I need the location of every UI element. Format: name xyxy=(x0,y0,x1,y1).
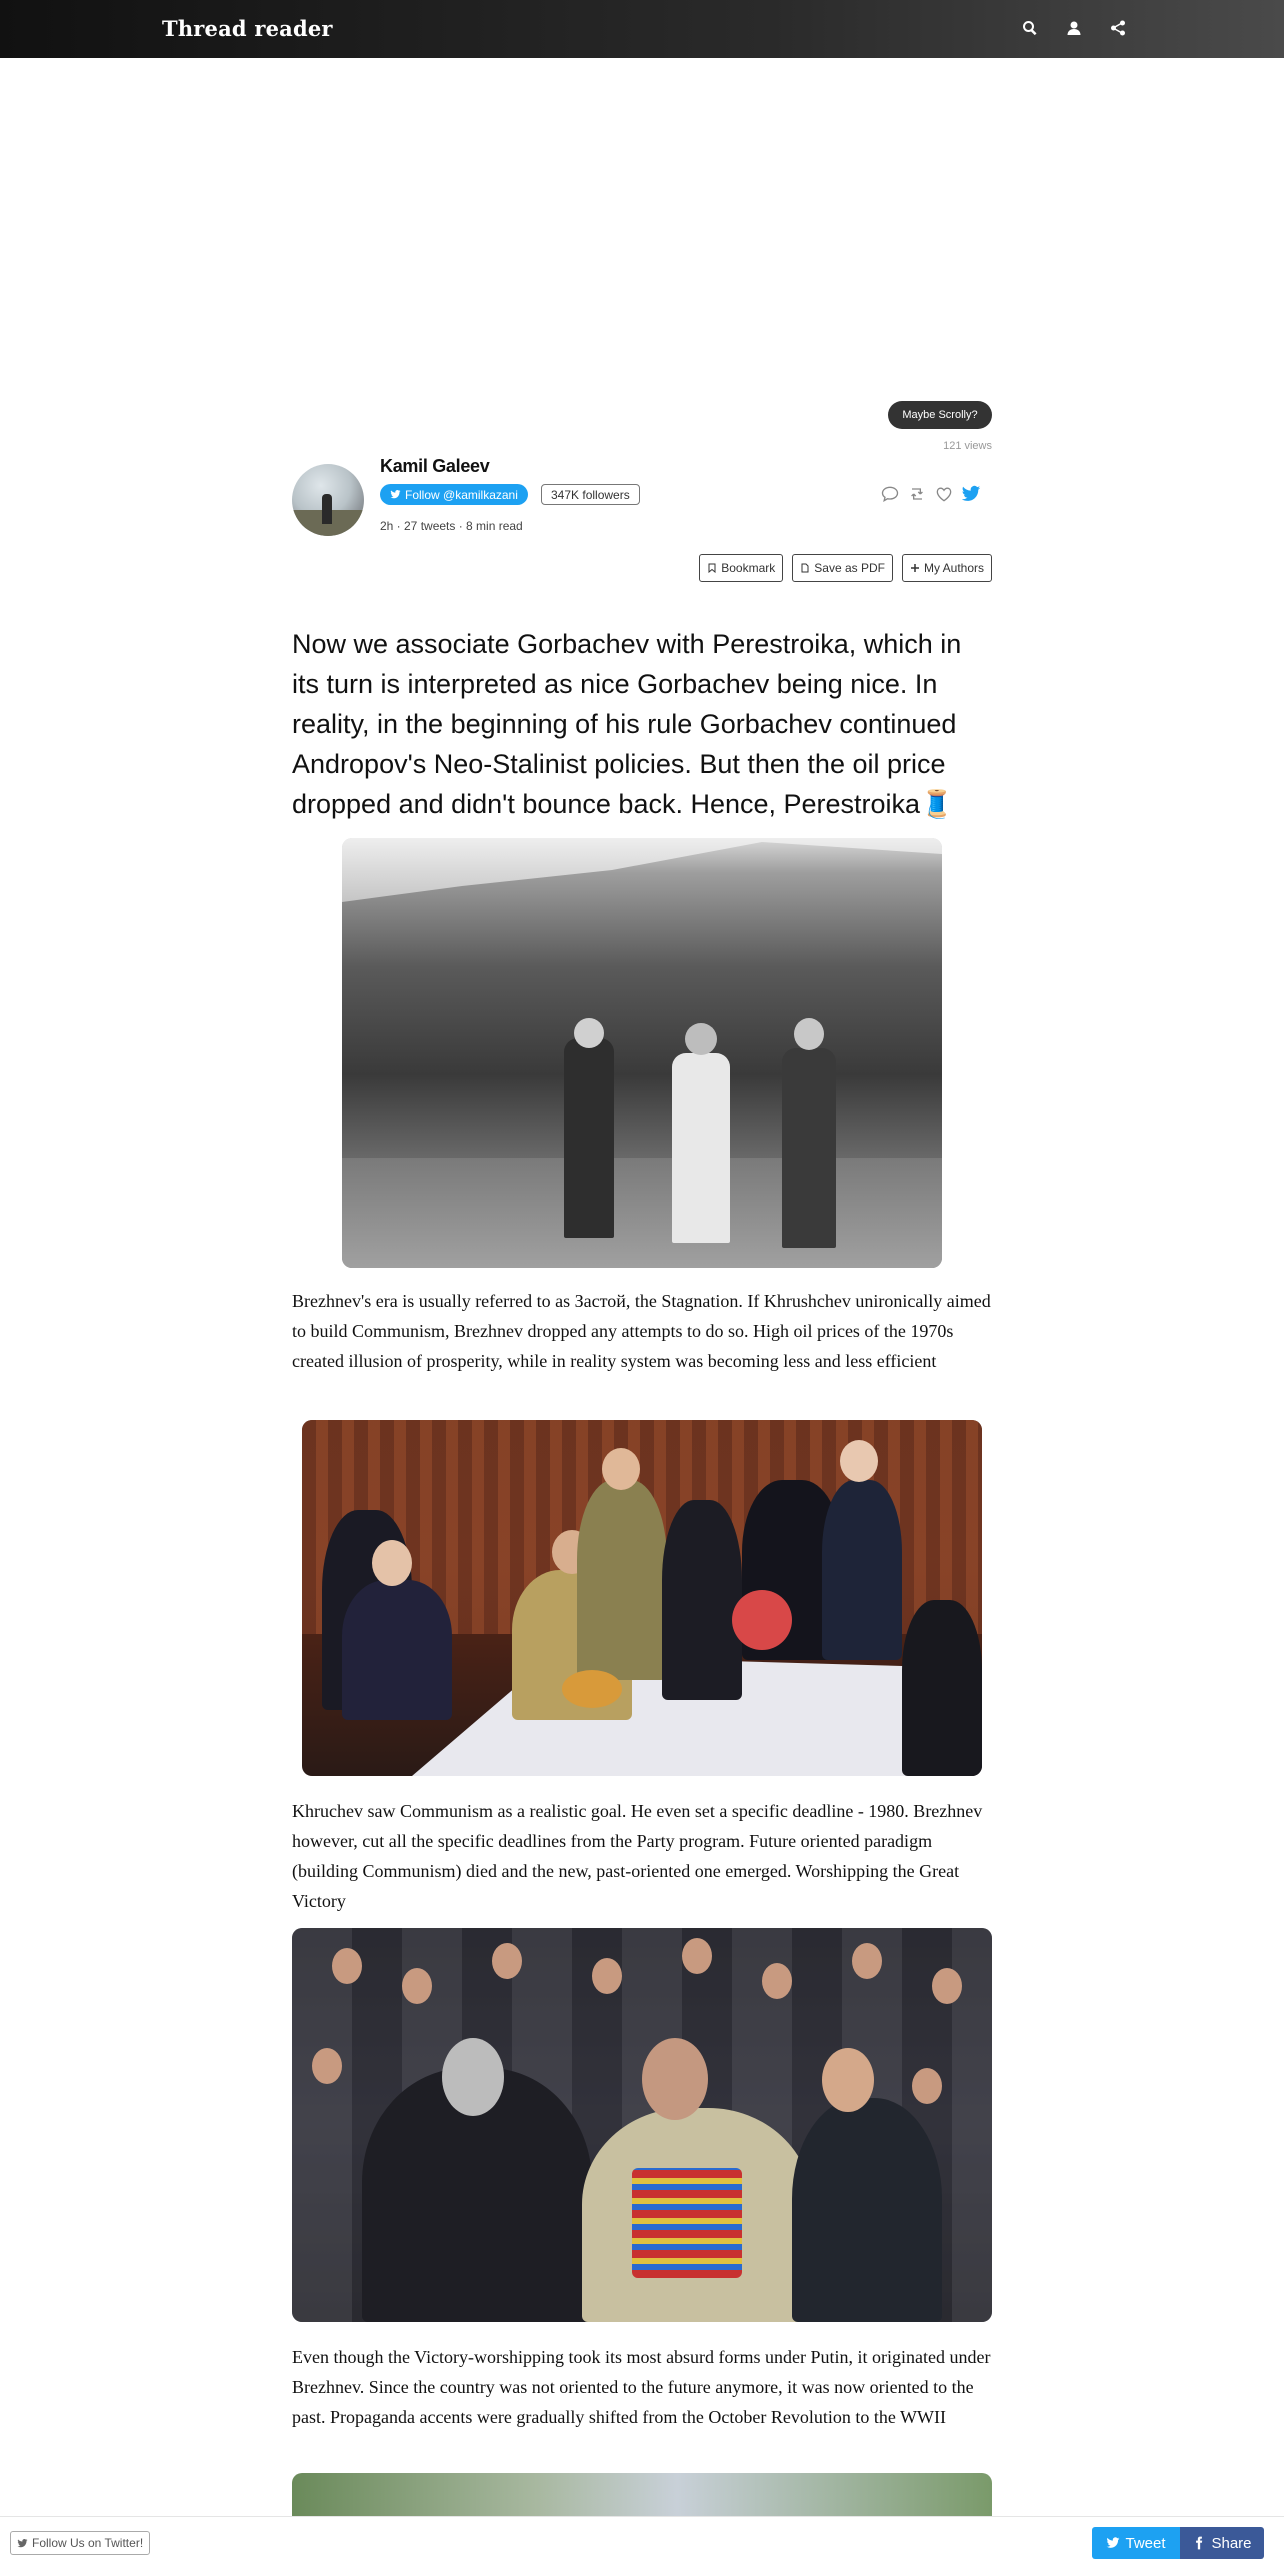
reply-icon[interactable] xyxy=(880,484,900,504)
maybe-scrolly-button[interactable]: Maybe Scrolly? xyxy=(888,401,992,429)
user-icon[interactable] xyxy=(1063,17,1085,39)
bottom-share-bar xyxy=(0,2516,1284,2568)
author-name[interactable]: Kamil Galeev xyxy=(380,456,490,476)
bookmark-button[interactable] xyxy=(699,554,783,582)
top-navbar xyxy=(0,0,1284,58)
my-authors-button[interactable] xyxy=(902,554,992,582)
followers-count[interactable]: 347K followers xyxy=(541,484,640,505)
thread-meta: 2h · 27 tweets · 8 min read xyxy=(380,519,523,533)
tweet-lead-text: Now we associate Gorbachev with Perestroika, which in its turn is interpreted as nice Gorbachev being nice. In reality, in the beginning of his rule Gorbachev continued Andropov's Neo-Stalinist policies. But then the oil price dropped and didn't bounce back. Hence, Perestroika🧵 xyxy=(292,629,962,819)
follow-us-twitter-button[interactable] xyxy=(10,2531,150,2555)
tweet-image-2[interactable] xyxy=(302,1420,982,1776)
retweet-icon[interactable] xyxy=(907,484,927,504)
follow-button[interactable] xyxy=(380,484,528,505)
site-logo[interactable] xyxy=(162,16,333,41)
my-authors-label: My Authors xyxy=(923,561,984,575)
twitter-icon[interactable] xyxy=(961,484,981,504)
tweet-image-1[interactable] xyxy=(342,838,942,1268)
plus-icon xyxy=(910,563,920,573)
bookmark-icon xyxy=(707,563,717,573)
twitter-bird-icon xyxy=(390,489,401,500)
ad-space xyxy=(292,70,992,390)
facebook-icon xyxy=(1192,2536,1206,2550)
tweet-share-button[interactable] xyxy=(1092,2527,1180,2559)
twitter-bird-icon xyxy=(17,2538,28,2549)
tweet-text-4: Even though the Victory-worshipping took its most absurd forms under Putin, it originated under Brezhnev. Since the country was not oriented to the future anymore, it was now oriented to the past. Propaganda accents were gradually shifted from the October Revolution to the WWII xyxy=(292,2347,991,2427)
brand-thread: Thread xyxy=(162,16,247,41)
share-icon[interactable] xyxy=(1107,17,1129,39)
follow-label: Follow @kamilkazani xyxy=(405,487,518,502)
file-icon xyxy=(800,563,810,573)
save-pdf-label: Save as PDF xyxy=(814,561,885,575)
like-icon[interactable] xyxy=(934,484,954,504)
author-avatar[interactable] xyxy=(292,464,364,536)
follow-us-label: Follow Us on Twitter! xyxy=(32,2536,144,2550)
facebook-share-label: Share xyxy=(1211,2534,1252,2552)
tweet-image-3[interactable] xyxy=(292,1928,992,2322)
search-icon[interactable] xyxy=(1019,17,1041,39)
facebook-share-button[interactable] xyxy=(1180,2527,1264,2559)
tweet-share-label: Tweet xyxy=(1125,2534,1166,2552)
brand-reader: reader xyxy=(254,16,333,41)
bookmark-label: Bookmark xyxy=(721,561,776,575)
twitter-bird-icon xyxy=(1106,2536,1120,2550)
save-pdf-button[interactable] xyxy=(792,554,893,582)
tweet-text-2: Brezhnev's era is usually referred to as Застой, the Stagnation. If Khrushchev unironically aimed to build Communism, Brezhnev dropped any attempts to do so. High oil prices of the 1970s created illusion of prosperity, while in reality system was becoming less and less efficient xyxy=(292,1291,991,1371)
tweet-text-3: Khruchev saw Communism as a realistic goal. He even set a specific deadline - 1980. Brezhnev however, cut all the specific deadlines from the Party program. Future oriented paradigm (building Communism) died and the new, past-oriented one emerged. Worshipping the Great Victory xyxy=(292,1801,983,1911)
view-count: 121 views xyxy=(943,440,992,452)
